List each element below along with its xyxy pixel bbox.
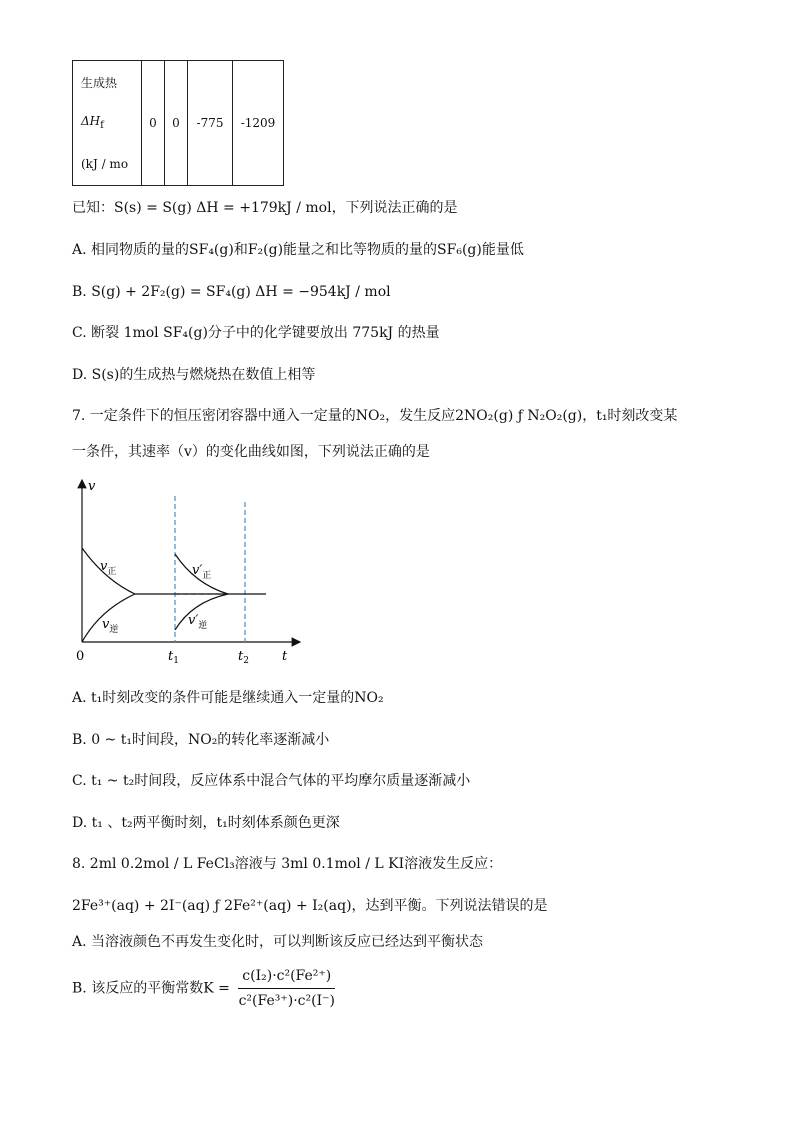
q7-option-b: B. 0 ~ t₁时间段，NO₂的转化率逐渐减小	[72, 732, 330, 748]
q8-stem-line1: 8. 2ml 0.2mol / L FeCl₃溶液与 3ml 0.1mol / L KI溶液发生反应：	[72, 856, 503, 872]
v-reverse-label: $v_逆$	[102, 617, 119, 635]
fraction-denominator: c²(Fe³⁺)·c²(I⁻)	[238, 993, 335, 1009]
y-axis-label: v	[88, 479, 96, 494]
q6-given: 已知：S(s) = S(g) ΔH = +179kJ / mol，下列说法正确的是	[72, 200, 458, 216]
table-cell: -775	[188, 61, 233, 186]
equilibrium-constant-fraction	[238, 966, 335, 1011]
fraction-numerator: c(I₂)·c²(Fe²⁺)	[238, 966, 335, 989]
q6-option-d: D. S(s)的生成热与燃烧热在数值上相等	[72, 367, 316, 383]
q7-stem-line1: 7. 一定条件下的恒压密闭容器中通入一定量的NO₂，发生反应2NO₂(g) ƒ N₂O₂(g)，t₁时刻改变某	[72, 408, 678, 424]
q6-option-c: C. 断裂 1mol SF₄(g)分子中的化学键要放出 775kJ 的热量	[72, 325, 440, 341]
q7-stem-line2: 一条件，其速率（v）的变化曲线如图，下列说法正确的是	[72, 444, 430, 460]
v-forward-prime-label: $v'_正$	[192, 563, 212, 581]
q6-option-b: B. S(g) + 2F₂(g) = SF₄(g) ΔH = −954kJ / mol	[72, 284, 391, 300]
q7-option-d: D. t₁ 、t₂两平衡时刻，t₁时刻体系颜色更深	[72, 815, 340, 831]
v-forward-label: $v_正$	[100, 559, 117, 577]
t1-label: $t_1$	[168, 649, 179, 666]
v-reverse-prime-label: $v'_逆$	[188, 613, 208, 631]
q7-option-c: C. t₁ ~ t₂时间段，反应体系中混合气体的平均摩尔质量逐渐减小	[72, 773, 471, 789]
heat-of-formation-table	[72, 60, 284, 186]
t2-label: $t_2$	[238, 649, 249, 666]
q8-option-b-prefix: B. 该反应的平衡常数K =	[72, 980, 230, 997]
table-cell: 0	[142, 61, 165, 186]
table-cell: -1209	[233, 61, 284, 186]
q8-stem-line2: 2Fe³⁺(aq) + 2I⁻(aq) ƒ 2Fe²⁺(aq) + I₂(aq)，达到平衡。下列说法错误的是	[72, 898, 548, 914]
q8-option-b	[72, 966, 335, 1011]
header-line-3: (kJ / mo	[81, 156, 129, 171]
q7-option-a: A. t₁时刻改变的条件可能是继续通入一定量的NO₂	[72, 690, 384, 706]
x-axis-label: t	[282, 649, 288, 664]
q6-option-a: A. 相同物质的量的SF₄(g)和F₂(g)能量之和比等物质的量的SF₆(g)能量低	[72, 242, 524, 258]
origin-label: 0	[76, 649, 85, 664]
header-line-1: 生成热	[81, 75, 118, 90]
rate-time-graph	[60, 470, 310, 670]
header-line-2: $\Delta H_f$	[81, 113, 104, 131]
q8-option-a: A. 当溶液颜色不再发生变化时，可以判断该反应已经达到平衡状态	[72, 934, 484, 950]
table-header-cell	[73, 61, 142, 186]
table-cell: 0	[165, 61, 188, 186]
